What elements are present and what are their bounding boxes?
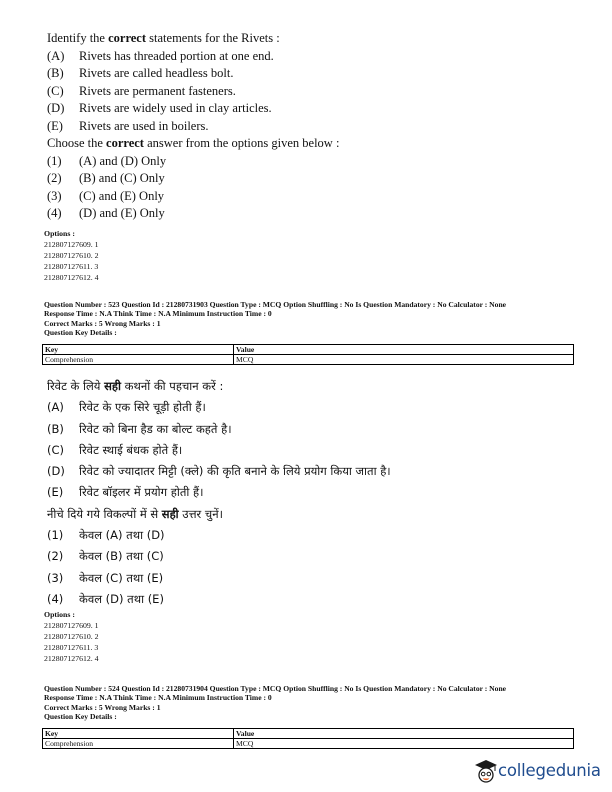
statement-b: (B) रिवेट को बिना हैड का बोल्ट कहते है। xyxy=(47,421,232,436)
answer-option: (3) केवल (C) तथा (E) xyxy=(47,570,164,585)
statement-a: (A) Rivets has threaded portion at one end. xyxy=(47,48,274,63)
choose-instruction: नीचे दिये गये विकल्पों में से सही उत्तर चुनें। xyxy=(47,506,223,521)
statement-d: (D) रिवेट को ज्यादातर मिट्टी (क्ले) की कृति बनाने के लिये प्रयोग किया जाता है। xyxy=(47,464,391,479)
meta-line: Question Number : 524 Question Id : 21280731904 Question Type : MCQ Option Shuffling : No Is Question Mandatory : No Calculator : None xyxy=(44,684,507,693)
meta-line: Question Number : 523 Question Id : 21280731903 Question Type : MCQ Option Shuffling : No Is Question Mandatory : No Calculator : None xyxy=(44,300,507,309)
options-title: Options : xyxy=(44,610,75,619)
table-header-row xyxy=(43,729,574,739)
meta-key-title: Question Key Details : xyxy=(44,711,117,721)
option-id: 212807127610. 2 xyxy=(44,632,99,641)
meta-key-title: Question Key Details : xyxy=(44,327,117,337)
table-row xyxy=(43,739,574,749)
option-id: 212807127611. 3 xyxy=(44,262,99,271)
table-row xyxy=(43,355,574,365)
table-cell: Comprehension xyxy=(43,355,234,365)
meta-marks: Correct Marks : 5 Wrong Marks : 1 xyxy=(44,318,161,328)
graduate-icon xyxy=(474,756,498,788)
options-list-hindi xyxy=(44,609,99,664)
logo-text: collegedunia xyxy=(498,761,601,780)
choose-instruction: Choose the correct answer from the options given below : xyxy=(47,136,340,150)
statement-b: (B) Rivets are called headless bolt. xyxy=(47,66,234,80)
option-id: 212807127609. 1 xyxy=(44,240,99,249)
option-id: 212807127612. 4 xyxy=(44,273,99,282)
question-hindi xyxy=(47,376,567,610)
statement-c: (C) Rivets are permanent fasteners. xyxy=(47,83,236,98)
answer-option: (4) केवल (D) तथा (E) xyxy=(47,591,164,606)
statement-d: (D) Rivets are widely used in clay articles. xyxy=(47,101,272,115)
option-id: 212807127611. 3 xyxy=(44,643,99,652)
table-header-value: Value xyxy=(234,729,574,739)
table-header-row xyxy=(43,345,574,355)
key-table xyxy=(42,728,574,749)
statement-c: (C) रिवेट स्थाई बंधक होते हैं। xyxy=(47,442,183,457)
table-header-key: Key xyxy=(43,729,234,739)
answer-option: (1) केवल (A) तथा (D) xyxy=(47,528,165,543)
table-header-value: Value xyxy=(234,345,574,355)
question-stem: Identify the correct statements for the Rivets : xyxy=(47,31,280,45)
table-header-key: Key xyxy=(43,345,234,355)
collegedunia-logo xyxy=(474,754,612,790)
table-cell: MCQ xyxy=(234,355,574,365)
statement-e: (E) Rivets are used in boilers. xyxy=(47,118,209,133)
options-list-english xyxy=(44,228,99,283)
question-stem: रिवेट के लिये सही कथनों की पहचान करें : xyxy=(47,379,224,393)
statement-e: (E) रिवेट बॉइलर में प्रयोग होती हैं। xyxy=(47,485,204,500)
answer-option: (4) (D) and (E) Only xyxy=(47,206,165,220)
statement-a: (A) रिवेट के एक सिरे चूड़ी होती हैं। xyxy=(47,400,206,415)
meta-marks: Correct Marks : 5 Wrong Marks : 1 xyxy=(44,702,161,712)
question-meta xyxy=(44,684,506,721)
table-cell: MCQ xyxy=(234,739,574,749)
question-meta xyxy=(44,300,506,337)
answer-option: (1) (A) and (D) Only xyxy=(47,153,167,168)
question-english xyxy=(47,30,567,223)
option-id: 212807127609. 1 xyxy=(44,621,99,630)
answer-option: (3) (C) and (E) Only xyxy=(47,188,165,203)
option-id: 212807127610. 2 xyxy=(44,251,99,260)
meta-line: Response Time : N.A Think Time : N.A Minimum Instruction Time : 0 xyxy=(44,693,272,703)
options-title: Options : xyxy=(44,229,75,238)
meta-line: Response Time : N.A Think Time : N.A Minimum Instruction Time : 0 xyxy=(44,309,272,319)
option-id: 212807127612. 4 xyxy=(44,654,99,663)
table-cell: Comprehension xyxy=(43,739,234,749)
answer-option: (2) (B) and (C) Only xyxy=(47,171,165,185)
key-table xyxy=(42,344,574,365)
answer-option: (2) केवल (B) तथा (C) xyxy=(47,549,164,564)
